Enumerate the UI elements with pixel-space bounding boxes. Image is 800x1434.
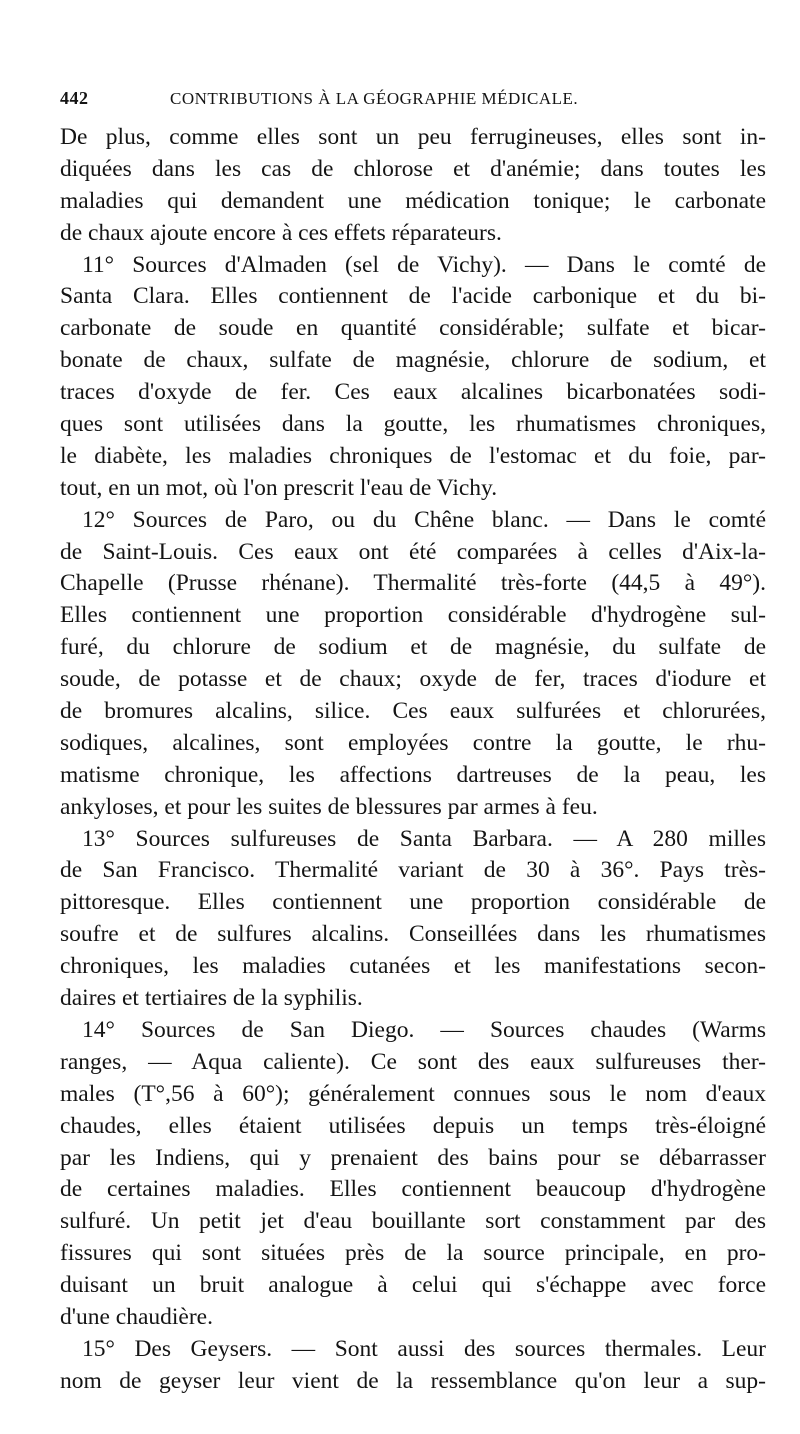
text-line: fissures qui sont situées près de la source principale, en pro- bbox=[60, 1240, 766, 1267]
text-line: duisant un bruit analogue à celui qui s'échappe avec force bbox=[60, 1272, 766, 1299]
text-line: 12° Sources de Paro, ou du Chêne blanc. — Dans le comté bbox=[82, 506, 766, 533]
text-line: d'une chaudière. bbox=[60, 1303, 213, 1330]
text-line: ranges, — Aqua caliente). Ce sont des eaux sulfureuses ther- bbox=[60, 1048, 766, 1075]
text-line: diquées dans les cas de chlorose et d'anémie; dans toutes les bbox=[60, 155, 766, 182]
text-line: males (T°,56 à 60°); généralement connues sous le nom d'eaux bbox=[60, 1080, 766, 1107]
running-title: CONTRIBUTIONS À LA GÉOGRAPHIE MÉDICALE. bbox=[170, 89, 579, 108]
text-line: carbonate de soude en quantité considérable; sulfate et bicar- bbox=[60, 315, 766, 342]
text-line: 15° Des Geysers. — Sont aussi des sources thermales. Leur bbox=[82, 1335, 766, 1362]
text-line: chaudes, elles étaient utilisées depuis un temps très-éloigné bbox=[60, 1112, 766, 1139]
text-line: 13° Sources sulfureuses de Santa Barbara. — A 280 milles bbox=[82, 825, 766, 852]
text-line: De plus, comme elles sont un peu ferrugineuses, elles sont in- bbox=[60, 124, 766, 150]
text-line: nom de geyser leur vient de la ressemblance qu'on leur a sup- bbox=[60, 1367, 766, 1394]
text-line: sulfuré. Un petit jet d'eau bouillante sort constamment par des bbox=[60, 1208, 766, 1235]
text-line: soufre et de sulfures alcalins. Conseillées dans les rhumatismes bbox=[60, 921, 766, 948]
text-line: daires et tertiaires de la syphilis. bbox=[60, 985, 363, 1012]
text-line: de San Francisco. Thermalité variant de 30 à 36°. Pays très- bbox=[60, 857, 766, 884]
text-line: Chapelle (Prusse rhénane). Thermalité très-forte (44,5 à 49°). bbox=[60, 570, 766, 597]
text-line: de chaux ajoute encore à ces effets réparateurs. bbox=[60, 219, 502, 246]
text-line: sodiques, alcalines, sont employées contre la goutte, le rhu- bbox=[60, 729, 766, 756]
text-line: tout, en un mot, où l'on prescrit l'eau de Vichy. bbox=[60, 474, 498, 501]
text-line: 11° Sources d'Almaden (sel de Vichy). — Dans le comté de bbox=[82, 251, 766, 278]
text-line: chroniques, les maladies cutanées et les manifestations secon- bbox=[60, 953, 766, 980]
text-line: ankyloses, et pour les suites de blessures par armes à feu. bbox=[60, 793, 598, 820]
text-line: soude, de potasse et de chaux; oxyde de fer, traces d'iodure et bbox=[60, 666, 766, 693]
text-line: 14° Sources de San Diego. — Sources chaudes (Warms bbox=[82, 1016, 766, 1043]
text-line: Elles contiennent une proportion considérable d'hydrogène sul- bbox=[60, 602, 766, 629]
text-line: pittoresque. Elles contiennent une proportion considérable de bbox=[60, 889, 766, 916]
body-text bbox=[60, 122, 766, 1398]
text-line: Santa Clara. Elles contiennent de l'acide carbonique et du bi- bbox=[60, 283, 766, 310]
page bbox=[60, 88, 766, 1398]
text-line: de certaines maladies. Elles contiennent beaucoup d'hydrogène bbox=[60, 1176, 766, 1203]
text-line: traces d'oxyde de fer. Ces eaux alcalines bicarbonatées sodi- bbox=[60, 379, 766, 406]
text-line: matisme chronique, les affections dartreuses de la peau, les bbox=[60, 761, 766, 788]
text-line: le diabète, les maladies chroniques de l'estomac et du foie, par- bbox=[60, 442, 766, 469]
page-number: 442 bbox=[60, 88, 89, 108]
text-line: ques sont utilisées dans la goutte, les rhumatismes chroniques, bbox=[60, 411, 766, 438]
text-line: de Saint-Louis. Ces eaux ont été comparées à celles d'Aix-la- bbox=[60, 538, 766, 565]
text-line: bonate de chaux, sulfate de magnésie, chlorure de sodium, et bbox=[60, 347, 766, 374]
text-line: par les Indiens, qui y prenaient des bains pour se débarrasser bbox=[60, 1144, 766, 1171]
running-header bbox=[60, 88, 766, 122]
text-line: maladies qui demandent une médication tonique; le carbonate bbox=[60, 187, 766, 214]
text-line: furé, du chlorure de sodium et de magnésie, du sulfate de bbox=[60, 634, 766, 661]
text-line: de bromures alcalins, silice. Ces eaux sulfurées et chlorurées, bbox=[60, 698, 766, 725]
